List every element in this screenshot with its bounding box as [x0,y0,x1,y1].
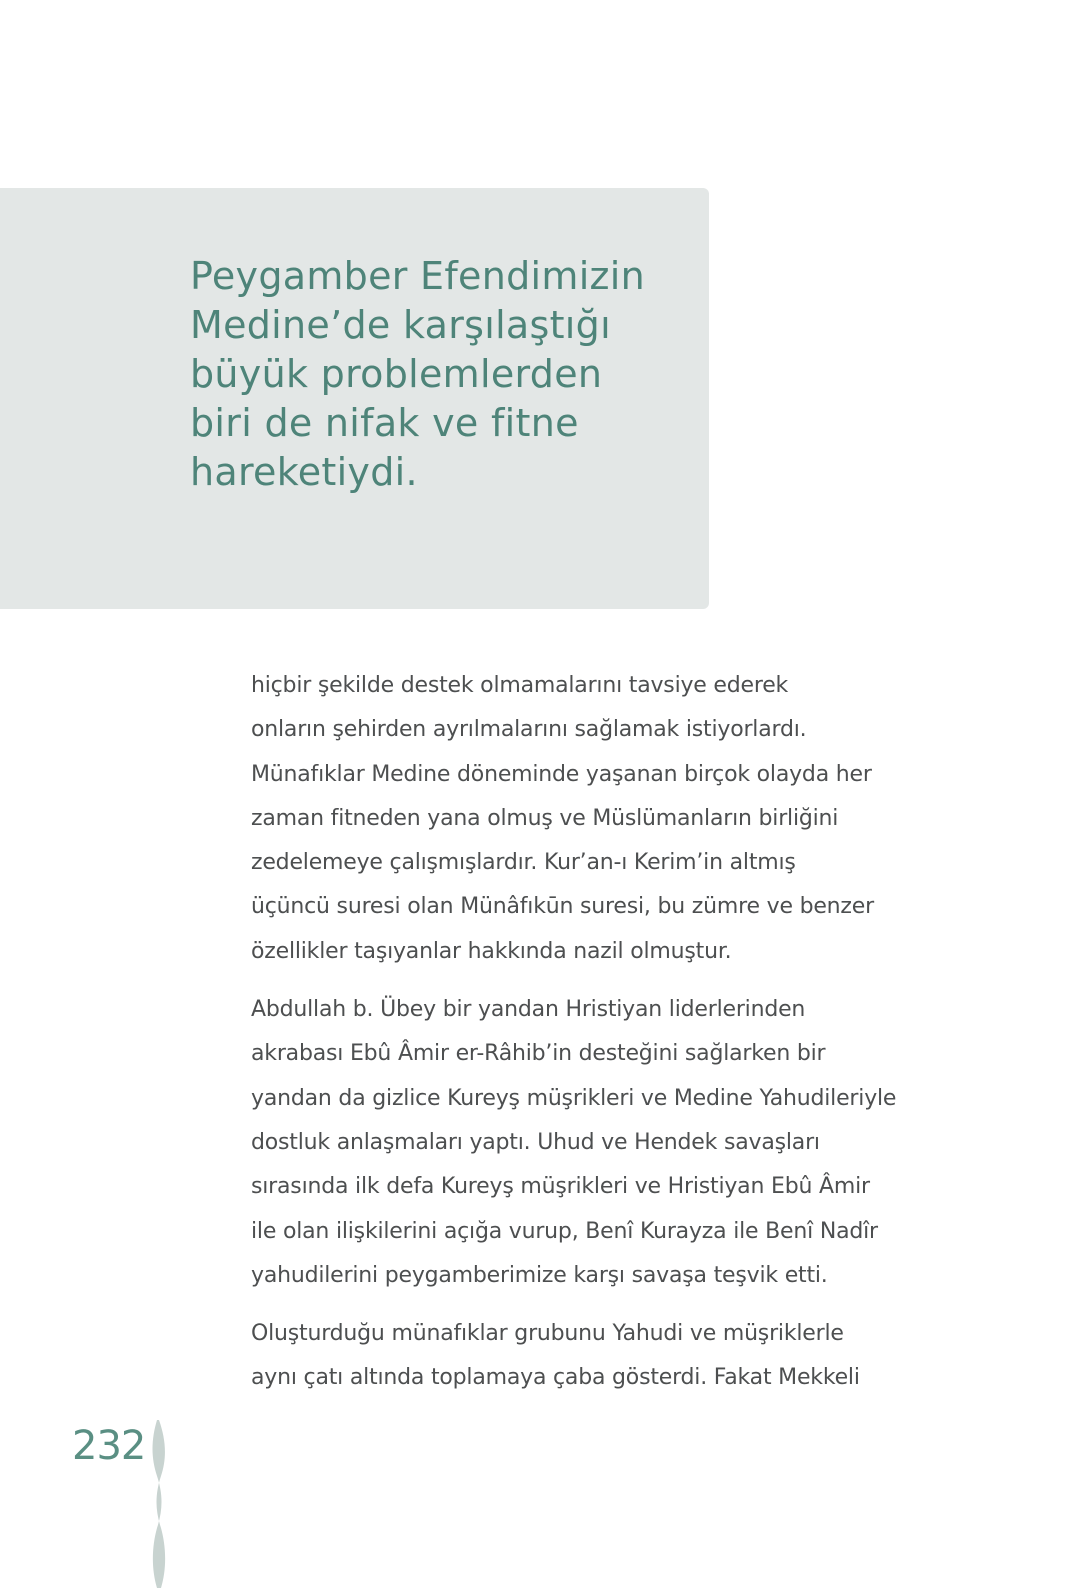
text-line: Abdullah b. Übey bir yandan Hristiyan liderlerinden [251,997,806,1023]
pull-quote [190,252,660,497]
pull-quote-line: Medine’de karşılaştığı [190,303,611,347]
body-text [251,664,897,1415]
leaf-ornament-icon [148,1418,168,1588]
text-line: yahudilerini peygamberimize karşı savaşa teşvik etti. [251,1262,828,1288]
pull-quote-line: büyük problemlerden [190,352,603,396]
text-line: zedelemeye çalışmışlardır. Kur’an-ı Kerim’in altmış [251,850,796,876]
text-line: akrabası Ebû Âmir er-Râhib’in desteğini sağlarken bir [251,1041,826,1067]
text-line: dostluk anlaşmaları yaptı. Uhud ve Hendek savaşları [251,1129,820,1155]
pull-quote-line: Peygamber Efendimizin [190,254,646,298]
text-line: zaman fitneden yana olmuş ve Müslümanların birliğini [251,805,839,831]
paragraph [251,1312,891,1401]
text-line: Oluşturduğu münafıklar grubunu Yahudi ve müşriklerle [251,1321,844,1347]
text-line: onların şehirden ayrılmalarını sağlamak istiyorlardı. [251,717,807,743]
text-line: ile olan ilişkilerini açığa vurup, Benî Kurayza ile Benî Nadîr [251,1218,878,1244]
text-line: hiçbir şekilde destek olmamalarını tavsiye ederek [251,673,789,698]
text-line: sırasında ilk defa Kureyş müşrikleri ve Hristiyan Ebû Âmir [251,1174,870,1200]
text-line: üçüncü suresi olan Münâfıkūn suresi, bu zümre ve benzer [251,894,874,920]
pull-quote-line: biri de nifak ve fitne [190,401,579,445]
paragraph [251,664,891,974]
page-number: 232 [72,1423,146,1469]
text-line: özellikler taşıyanlar hakkında nazil olmuştur. [251,938,732,964]
pull-quote-line: hareketiydi. [190,450,418,494]
text-line: aynı çatı altında toplamaya çaba gösterdi. Fakat Mekkeli [251,1365,860,1391]
text-line: Münafıklar Medine döneminde yaşanan birçok olayda her [251,761,872,787]
paragraph [251,988,897,1298]
text-line: yandan da gizlice Kureyş müşrikleri ve Medine Yahudileriyle [251,1085,897,1111]
